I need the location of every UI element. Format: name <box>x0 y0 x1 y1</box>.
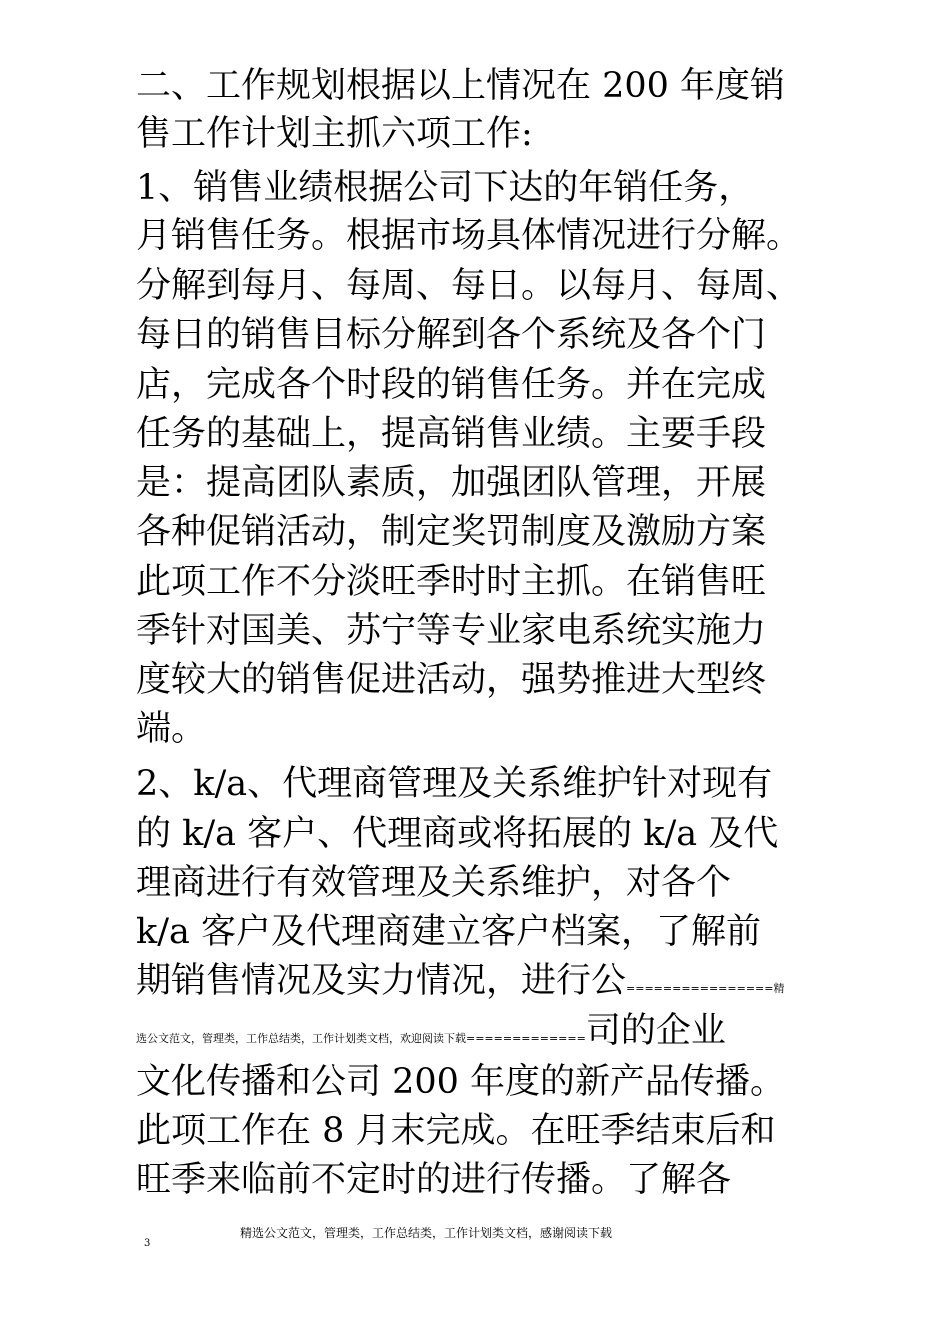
body-line: 每日的销售目标分解到各个系统及各个门 <box>136 315 767 355</box>
body-line: 文化传播和公司 200 年度的新产品传播。 <box>136 1062 786 1102</box>
body-line: 端。 <box>136 709 207 749</box>
body-line: 二、工作规划根据以上情况在 200 年度销 <box>136 66 786 106</box>
body-line-with-inline-note <box>136 1007 726 1055</box>
body-line: 是：提高团队素质，加强团队管理，开展 <box>136 463 767 503</box>
body-line: 1、销售业绩根据公司下达的年销任务， <box>136 168 754 208</box>
body-line: 的 k/a 客户、代理商或将拓展的 k/a 及代 <box>136 814 779 854</box>
body-text: 期销售情况及实力情况，进行公 <box>136 961 627 1001</box>
body-line: 各种促销活动，制定奖罚制度及激励方案 <box>136 512 767 552</box>
body-line: 分解到每月、每周、每日。以每月、每周、 <box>136 266 802 306</box>
body-line: 此项工作在 8 月末完成。在旺季结束后和 <box>136 1111 776 1151</box>
body-text: 司的企业 <box>585 1011 726 1051</box>
body-line: 旺季来临前不定时的进行传播。了解各 <box>136 1160 732 1200</box>
body-line: 任务的基础上，提高销售业绩。主要手段 <box>136 414 767 454</box>
inline-note: 选公文范文，管理类，工作总结类，工作计划类文档，欢迎阅读下载============= <box>136 1032 586 1045</box>
body-line: 月销售任务。根据市场具体情况进行分解。 <box>136 216 802 256</box>
body-line: 理商进行有效管理及关系维护，对各个 <box>136 863 732 903</box>
page-number: 3 <box>144 1238 151 1249</box>
body-line: 此项工作不分淡旺季时时主抓。在销售旺 <box>136 562 767 602</box>
body-line: k/a 客户及代理商建立客户档案，了解前 <box>136 912 761 952</box>
body-line: 季针对国美、苏宁等专业家电系统实施力 <box>136 611 767 651</box>
body-line: 2、k/a、代理商管理及关系维护针对现有 <box>136 764 773 804</box>
body-line: 售工作计划主抓六项工作: <box>136 114 533 154</box>
body-line: 店，完成各个时段的销售任务。并在完成 <box>136 365 767 405</box>
body-line-with-inline-note <box>136 957 784 1005</box>
body-line: 度较大的销售促进活动，强势推进大型终 <box>136 660 767 700</box>
inline-note: ================精 <box>626 982 785 995</box>
page-footer: 精选公文范文，管理类，工作总结类，工作计划类文档，感谢阅读下载 <box>240 1226 613 1240</box>
